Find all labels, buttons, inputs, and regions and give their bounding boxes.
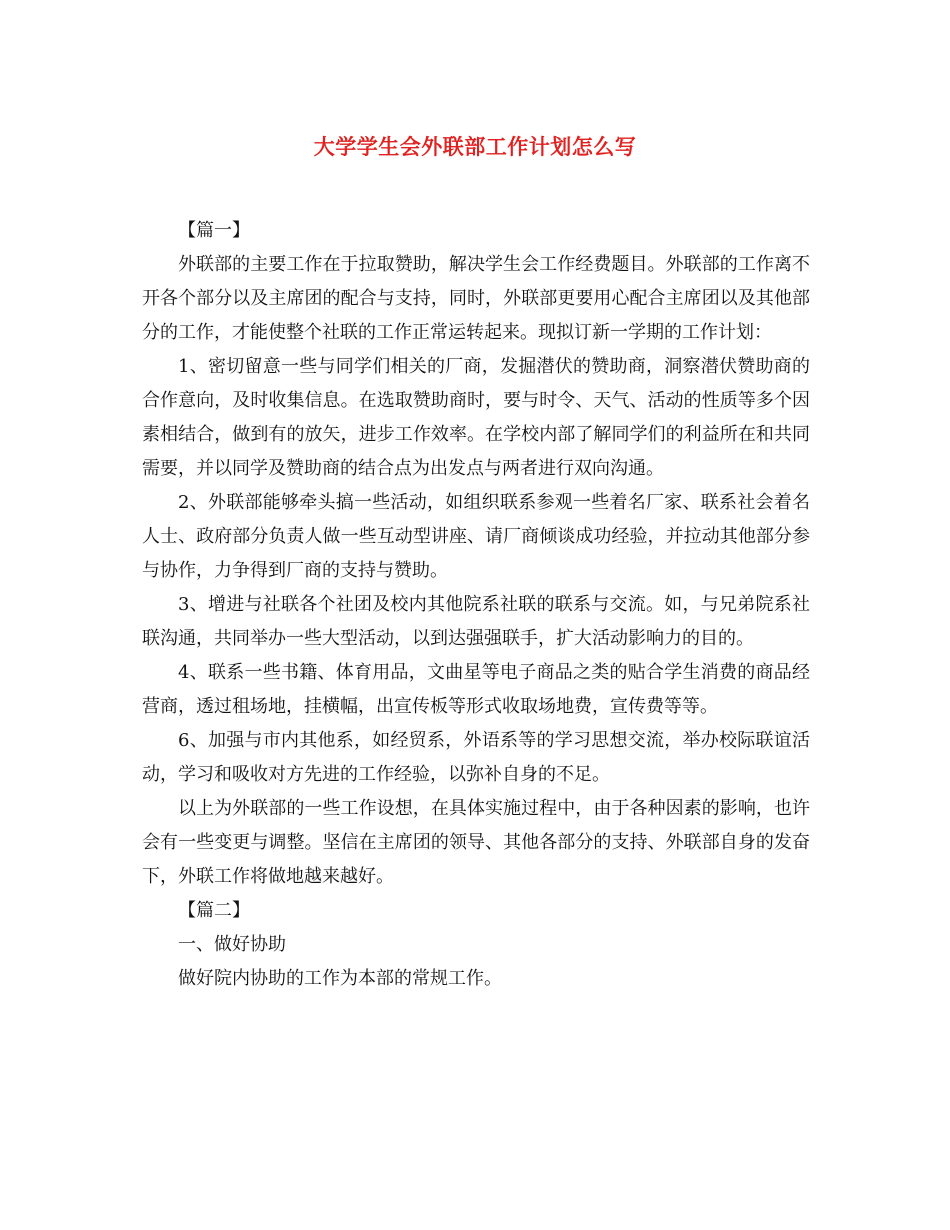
paragraph-item-6: 6、加强与市内其他系，如经贸系，外语系等的学习思想交流，举办校际联谊活动，学习和吸收对方先进的工作经验，以弥补自身的不足。: [142, 730, 810, 785]
section-heading-1: 【篇一】: [178, 220, 250, 241]
paragraph-item-3: 3、增进与社联各个社团及校内其他院系社联的联系与交流。如，与兄弟院系社联沟通，共同举办一些大型活动，以到达强强联手，扩大活动影响力的目的。: [142, 594, 810, 649]
paragraph-assist: 做好院内协助的工作为本部的常规工作。: [178, 968, 502, 989]
document-body: [142, 214, 810, 996]
section-heading-2: 【篇二】: [178, 900, 250, 921]
document-title: 大学学生会外联部工作计划怎么写: [313, 134, 637, 159]
paragraph-item-1: 1、密切留意一些与同学们相关的厂商，发掘潜伏的赞助商，洞察潜伏赞助商的合作意向，及时收集信息。在选取赞助商时，要与时令、天气、活动的性质等多个因素相结合，做到有的放矢，进步工作效率。在学校内部了解同学们的利益所在和共同需要，并以同学及赞助商的结合点为出发点与两者进行双向沟通。: [142, 356, 810, 479]
paragraph-intro: 外联部的主要工作在于拉取赞助，解决学生会工作经费题目。外联部的工作离不开各个部分以及主席团的配合与支持，同时，外联部更要用心配合主席团以及其他部分的工作，才能使整个社联的工作正常运转起来。现拟订新一学期的工作计划：: [142, 254, 810, 343]
paragraph-conclusion: 以上为外联部的一些工作设想，在具体实施过程中，由于各种因素的影响，也许会有一些变更与调整。坚信在主席团的领导、其他各部分的支持、外联部自身的发奋下，外联工作将做地越来越好。: [142, 798, 810, 887]
paragraph-item-2: 2、外联部能够牵头搞一些活动，如组织联系参观一些着名厂家、联系社会着名人士、政府部分负责人做一些互动型讲座、请厂商倾谈成功经验，并拉动其他部分参与协作，力争得到厂商的支持与赞助。: [142, 492, 810, 581]
subheading-1: 一、做好协助: [178, 934, 286, 955]
paragraph-item-4: 4、联系一些书籍、体育用品，文曲星等电子商品之类的贴合学生消费的商品经营商，透过租场地，挂横幅，出宣传板等形式收取场地费，宣传费等等。: [142, 662, 810, 717]
